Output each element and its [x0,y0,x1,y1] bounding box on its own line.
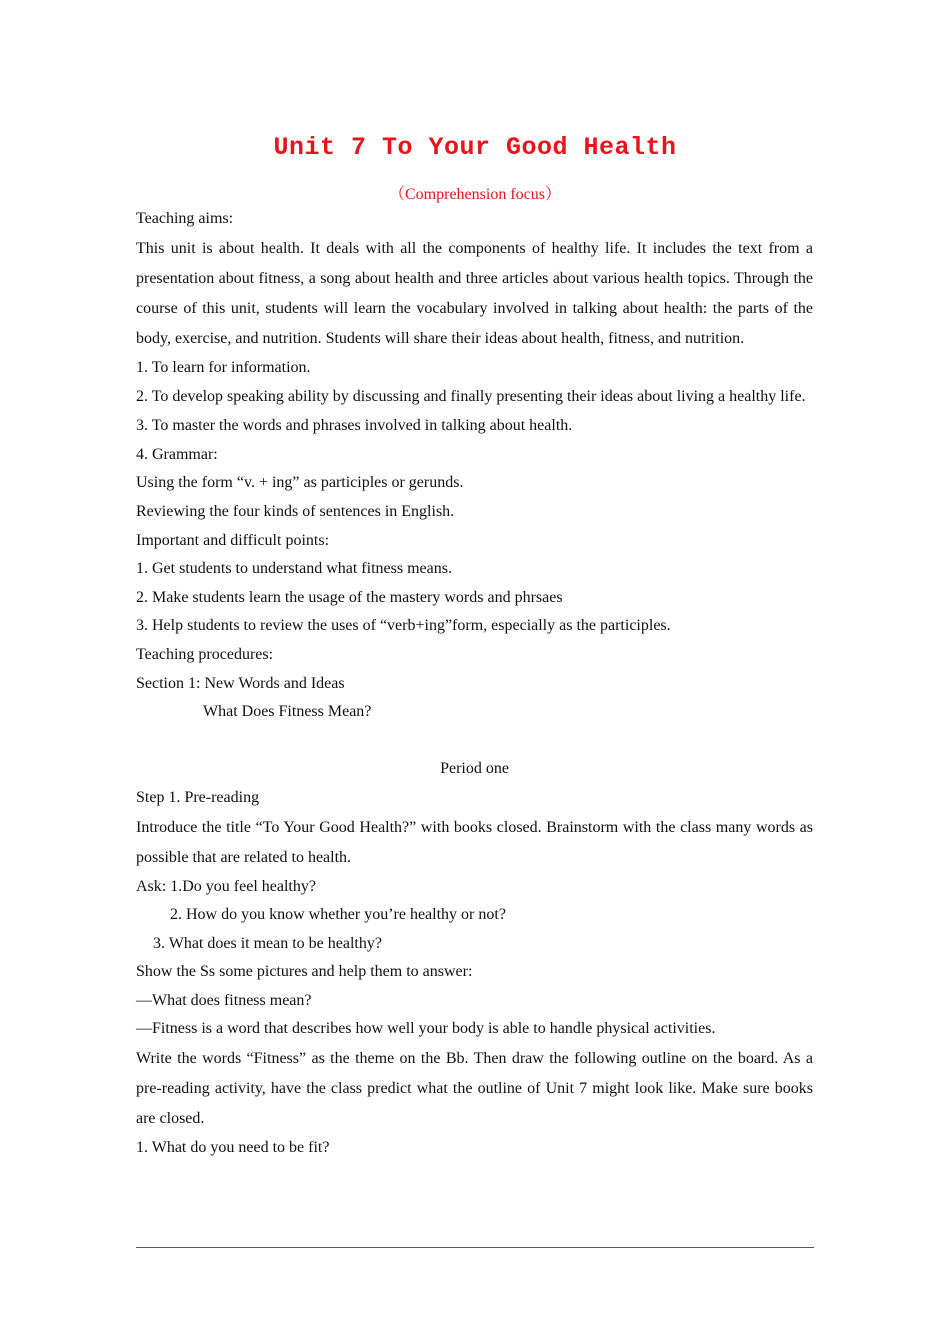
section-title: Section 1: New Words and Ideas [136,674,345,692]
footer-divider [136,1247,814,1248]
document-title: Unit 7 To Your Good Health [273,133,677,162]
aim-item: 3. To master the words and phrases involved in talking about health. [136,417,573,435]
ask-question: 2. How do you know whether you’re healthy or not? [170,906,506,924]
period-heading: Period one [440,760,509,778]
step-intro: Introduce the title “To Your Good Health?” with books closed. Brainstorm with the class many words as possible that are related to health. [136,818,813,866]
dialog-line: —What does fitness mean? [136,991,312,1009]
teaching-aims-intro: This unit is about health. It deals with all the components of healthy life. It includes the text from a presentation about fitness, a song about health and three articles about various health topics. Through the course of this unit, students will learn the vocabulary involved in talking about health: the parts of the body, exercise, and nutrition. Students will share their ideas about health, fitness, and nutrition. [136,239,813,347]
ask-question: Ask: 1.Do you feel healthy? [136,877,316,895]
grammar-item: Reviewing the four kinds of sentences in English. [136,502,455,520]
document-body [136,205,813,1163]
aim-item: 4. Grammar: [136,445,218,463]
aim-item: 1. To learn for information. [136,358,311,376]
spacer [136,727,813,756]
grammar-item: Using the form “v. + ing” as participles or gerunds. [136,474,464,492]
show-instruction: Show the Ss some pictures and help them to answer: [136,963,473,981]
dialog-line: —Fitness is a word that describes how well your body is able to handle physical activities. [136,1020,716,1038]
teaching-aims-heading: Teaching aims: [136,210,234,227]
section-subtitle: What Does Fitness Mean? [203,703,372,721]
important-points-heading: Important and difficult points: [136,531,330,549]
outline-question: 1. What do you need to be fit? [136,1139,330,1157]
aim-item: 2. To develop speaking ability by discussing and finally presenting their ideas about living a healthy life. [136,388,806,406]
procedures-heading: Teaching procedures: [136,645,274,663]
ask-question: 3. What does it mean to be healthy? [153,934,382,952]
step-heading: Step 1. Pre-reading [136,788,260,806]
important-point-item: 2. Make students learn the usage of the mastery words and phrsaes [136,588,563,606]
important-point-item: 3. Help students to review the uses of “verb+ing”form, especially as the participles. [136,617,671,635]
write-instruction: Write the words “Fitness” as the theme on the Bb. Then draw the following outline on the board. As a pre-reading activity, have the class predict what the outline of Unit 7 might look like. Make sure books are closed. [136,1050,813,1128]
important-point-item: 1. Get students to understand what fitness means. [136,560,452,578]
document-subtitle: （Comprehension focus） [389,186,561,203]
